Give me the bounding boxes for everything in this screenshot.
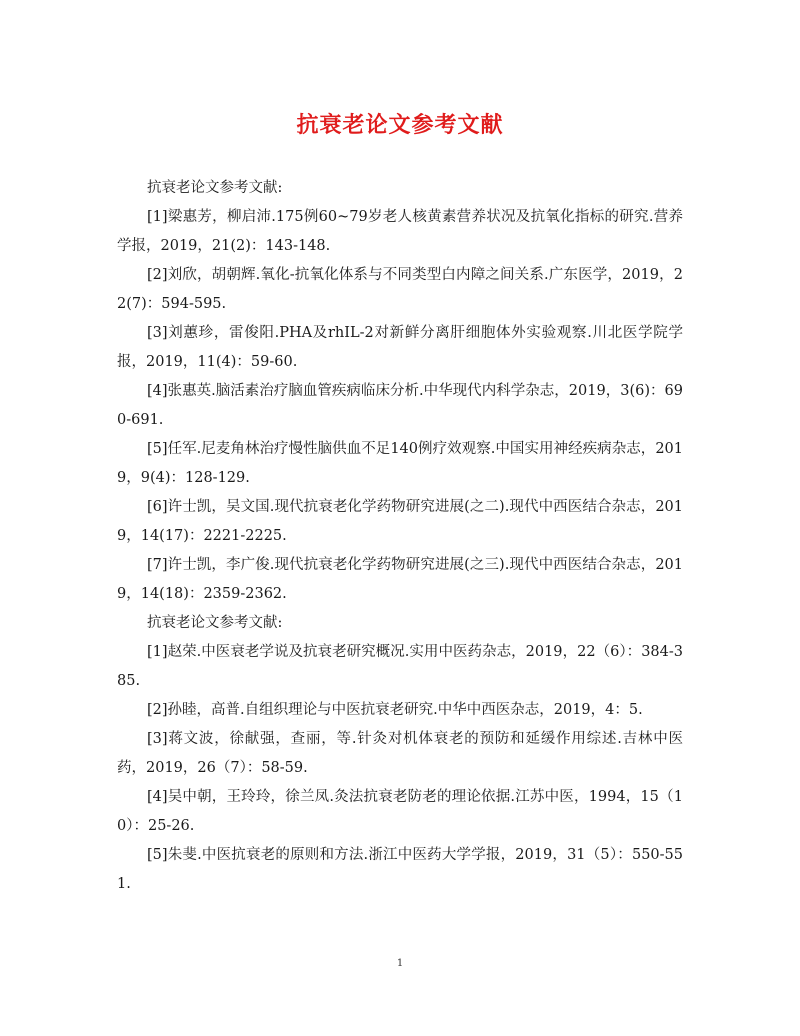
reference-item: [1]梁惠芳，柳启沛.175例60~79岁老人核黄素营养状况及抗氧化指标的研究.营养学报，2019，21(2)：143-148.: [117, 209, 683, 254]
reference-item: [2]刘欣，胡朝辉.氧化-抗氧化体系与不同类型白内障之间关系.广东医学，2019，22(7)：594-595.: [117, 267, 683, 312]
reference-item: [4]吴中朝，王玲玲，徐兰凤.灸法抗衰老防老的理论依据.江苏中医，1994，15（10）：25-26.: [117, 789, 683, 834]
reference-item: [2]孙睦，高普.自组织理论与中医抗衰老研究.中华中西医杂志，2019，4：5.: [147, 702, 643, 718]
reference-item: [7]许士凯，李广俊.现代抗衰老化学药物研究进展(之三).现代中西医结合杂志，2019，14(18)：2359-2362.: [117, 557, 683, 602]
reference-item: [5]任军.尼麦角林治疗慢性脑供血不足140例疗效观察.中国实用神经疾病杂志，2019，9(4)：128-129.: [117, 441, 683, 486]
page-number: 1: [396, 958, 404, 969]
section-heading: 抗衰老论文参考文献:: [147, 615, 283, 631]
reference-item: [6]许士凯，吴文国.现代抗衰老化学药物研究进展(之二).现代中西医结合杂志，2019，14(17)：2221-2225.: [117, 499, 683, 544]
reference-item: [3]蒋文波，徐献强，查丽，等.针灸对机体衰老的预防和延缓作用综述.吉林中医药，2019，26（7）：58-59.: [117, 731, 683, 776]
document-body: [117, 174, 683, 899]
document-title: 抗衰老论文参考文献: [296, 112, 504, 138]
section-heading: 抗衰老论文参考文献:: [147, 180, 283, 196]
reference-item: [3]刘蕙珍，雷俊阳.PHA及rhIL-2对新鲜分离肝细胞体外实验观察.川北医学院学报，2019，11(4)：59-60.: [117, 325, 683, 370]
reference-item: [1]赵荣.中医衰老学说及抗衰老研究概况.实用中医药杂志，2019，22（6）：384-385.: [117, 644, 683, 689]
reference-item: [4]张惠英.脑活素治疗脑血管疾病临床分析.中华现代内科学杂志，2019，3(6)：690-691.: [117, 383, 683, 428]
reference-item: [5]朱斐.中医抗衰老的原则和方法.浙江中医药大学学报，2019，31（5）：550-551.: [117, 847, 683, 892]
